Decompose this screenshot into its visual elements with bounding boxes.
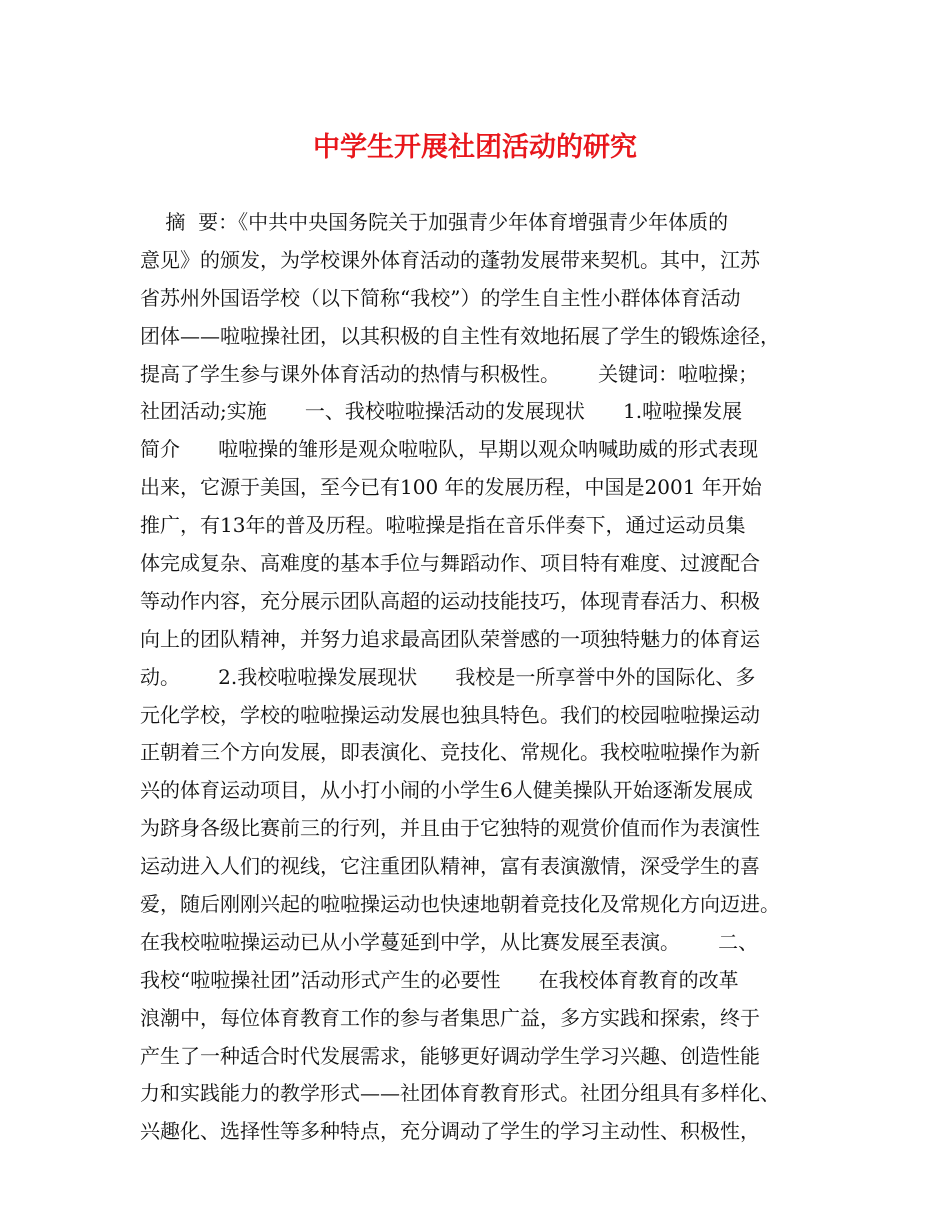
body-line: 为跻身各级比赛前三的行列，并且由于它独特的观赏价值而作为表演性 xyxy=(140,816,760,841)
body-line: 意见》的颁发，为学校课外体育活动的蓬勃发展带来契机。其中，江苏 xyxy=(140,247,760,272)
body-line: 推广，有13年的普及历程。啦啦操是指在音乐伴奏下，通过运动员集 xyxy=(140,513,746,538)
body-line: 动。 2.我校啦啦操发展现状 我校是一所享誉中外的国际化、多 xyxy=(140,664,756,689)
body-line: 兴趣化、选择性等多种特点，充分调动了学生的学习主动性、积极性， xyxy=(140,1119,760,1144)
body-line: 力和实践能力的教学形式——社团体育教育形式。社团分组具有多样化、 xyxy=(140,1081,780,1106)
body-line: 我校“啦啦操社团”活动形式产生的必要性 在我校体育教育的改革 xyxy=(140,967,739,992)
body-line: 元化学校，学校的啦啦操运动发展也独具特色。我们的校园啦啦操运动 xyxy=(140,702,760,727)
body-line: 简介 啦啦操的雏形是观众啦啦队，早期以观众呐喊助威的形式表现 xyxy=(140,437,759,462)
body-line: 出来，它源于美国，至今已有100 年的发展历程，中国是2001 年开始 xyxy=(140,475,762,500)
body-line: 正朝着三个方向发展，即表演化、竞技化、常规化。我校啦啦操作为新 xyxy=(140,740,760,765)
body-line: 浪潮中，每位体育教育工作的参与者集思广益，多方实践和探索，终于 xyxy=(140,1005,760,1030)
body-line: 运动进入人们的视线，它注重团队精神，富有表演激情，深受学生的喜 xyxy=(140,854,760,879)
body-line: 兴的体育运动项目，从小打小闹的小学生6人健美操队开始逐渐发展成 xyxy=(140,778,753,803)
body-line: 社团活动;实施 一、我校啦啦操活动的发展现状 1.啦啦操发展 xyxy=(140,399,743,424)
body-line: 体完成复杂、高难度的基本手位与舞蹈动作、项目特有难度、过渡配合 xyxy=(140,551,760,576)
body-line: 省苏州外国语学校（以下简称“我校”）的学生自主性小群体体育活动 xyxy=(140,285,741,310)
body-line: 等动作内容，充分展示团队高超的运动技能技巧，体现青春活力、积极 xyxy=(140,588,760,613)
body-line: 在我校啦啦操运动已从小学蔓延到中学，从比赛发展至表演。 二、 xyxy=(140,929,759,954)
body-line: 提高了学生参与课外体育活动的热情与积极性。 关键词：啦啦操； xyxy=(140,361,759,386)
body-line: 向上的团队精神，并努力追求最高团队荣誉感的一项独特魅力的体育运 xyxy=(140,626,760,651)
body-line: 摘 要：《中共中央国务院关于加强青少年体育增强青少年体质的 xyxy=(140,210,729,234)
body-line: 爱，随后刚刚兴起的啦啦操运动也快速地朝着竞技化及常规化方向迈进。 xyxy=(140,892,780,917)
document-title: 中学生开展社团活动的研究 xyxy=(313,132,637,163)
body-line: 产生了一种适合时代发展需求，能够更好调动学生学习兴趣、创造性能 xyxy=(140,1043,760,1068)
document-body xyxy=(140,204,830,1151)
body-line: 团体——啦啦操社团，以其积极的自主性有效地拓展了学生的锻炼途径， xyxy=(140,323,780,348)
